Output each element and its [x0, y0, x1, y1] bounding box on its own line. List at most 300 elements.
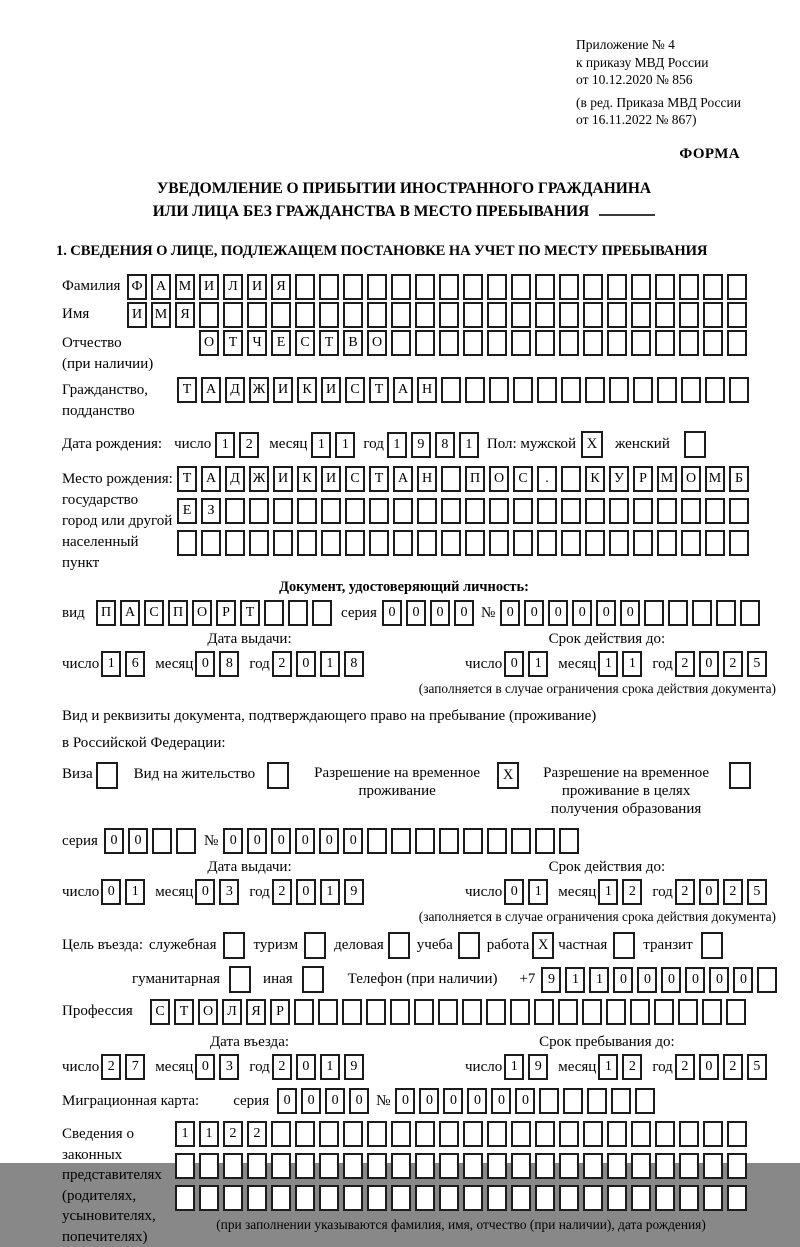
char-cell[interactable]: 0 [430, 600, 450, 626]
char-cell[interactable]: А [120, 600, 140, 626]
char-cell[interactable]: 7 [125, 1054, 145, 1080]
char-cell[interactable]: О [489, 466, 509, 492]
char-cell[interactable]: К [297, 466, 317, 492]
char-cell[interactable] [391, 1185, 411, 1211]
char-cell[interactable]: И [273, 377, 293, 403]
char-cell[interactable] [510, 999, 530, 1025]
char-cell[interactable]: 0 [223, 828, 243, 854]
char-cell[interactable]: 3 [219, 879, 239, 905]
char-cell[interactable] [393, 530, 413, 556]
char-cell[interactable] [199, 1185, 219, 1211]
char-cell[interactable] [559, 1153, 579, 1179]
char-cell[interactable]: 2 [223, 1121, 243, 1147]
char-cell[interactable] [703, 302, 723, 328]
char-cell[interactable]: Т [223, 330, 243, 356]
char-cell[interactable]: 0 [382, 600, 402, 626]
char-cell[interactable] [537, 498, 557, 524]
char-cell[interactable]: 0 [195, 879, 215, 905]
char-cell[interactable] [561, 377, 581, 403]
char-cell[interactable] [465, 530, 485, 556]
char-cell[interactable]: М [657, 466, 677, 492]
char-cell[interactable]: 0 [504, 651, 524, 677]
char-cell[interactable]: 2 [723, 879, 743, 905]
char-cell[interactable]: 1 [528, 651, 548, 677]
char-cell[interactable] [705, 377, 725, 403]
char-cell[interactable] [321, 530, 341, 556]
char-cell[interactable]: 0 [101, 879, 121, 905]
char-cell[interactable] [463, 1153, 483, 1179]
char-cell[interactable]: 1 [199, 1121, 219, 1147]
char-cell[interactable] [391, 1153, 411, 1179]
char-cell[interactable] [582, 999, 602, 1025]
char-cell[interactable] [176, 828, 196, 854]
char-cell[interactable]: О [192, 600, 212, 626]
char-cell[interactable]: З [201, 498, 221, 524]
char-cell[interactable]: О [199, 330, 219, 356]
char-cell[interactable] [439, 274, 459, 300]
char-cell[interactable] [487, 1185, 507, 1211]
char-cell[interactable] [439, 302, 459, 328]
char-cell[interactable] [511, 330, 531, 356]
char-cell[interactable]: 2 [622, 879, 642, 905]
char-cell[interactable] [264, 600, 284, 626]
char-cell[interactable] [439, 330, 459, 356]
char-cell[interactable]: И [321, 377, 341, 403]
char-cell[interactable] [225, 498, 245, 524]
char-cell[interactable] [703, 1153, 723, 1179]
char-cell[interactable] [391, 1121, 411, 1147]
char-cell[interactable]: Т [369, 466, 389, 492]
char-cell[interactable] [391, 330, 411, 356]
char-cell[interactable]: О [367, 330, 387, 356]
char-cell[interactable] [631, 1121, 651, 1147]
char-cell[interactable] [630, 999, 650, 1025]
char-cell[interactable] [727, 330, 747, 356]
char-cell[interactable]: 1 [622, 651, 642, 677]
char-cell[interactable] [295, 1153, 315, 1179]
char-cell[interactable]: 0 [524, 600, 544, 626]
char-cell[interactable]: О [681, 466, 701, 492]
char-cell[interactable]: 1 [504, 1054, 524, 1080]
char-cell[interactable] [679, 1121, 699, 1147]
char-cell[interactable]: 2 [272, 651, 292, 677]
char-cell[interactable] [511, 302, 531, 328]
char-cell[interactable] [609, 530, 629, 556]
char-cell[interactable]: Л [223, 274, 243, 300]
char-cell[interactable]: Н [417, 466, 437, 492]
char-cell[interactable] [175, 1185, 195, 1211]
char-cell[interactable] [319, 302, 339, 328]
char-cell[interactable]: 0 [709, 967, 729, 993]
char-cell[interactable]: Н [417, 377, 437, 403]
char-cell[interactable] [563, 1088, 583, 1114]
char-cell[interactable] [513, 530, 533, 556]
char-cell[interactable] [249, 530, 269, 556]
char-cell[interactable]: 0 [467, 1088, 487, 1114]
char-cell[interactable]: 1 [598, 879, 618, 905]
char-cell[interactable]: 1 [125, 879, 145, 905]
char-cell[interactable]: К [585, 466, 605, 492]
char-cell[interactable]: 8 [219, 651, 239, 677]
char-cell[interactable]: С [295, 330, 315, 356]
char-cell[interactable]: 9 [411, 432, 431, 458]
char-cell[interactable] [318, 999, 338, 1025]
char-cell[interactable]: И [127, 302, 147, 328]
char-cell[interactable] [606, 999, 626, 1025]
char-cell[interactable]: 0 [271, 828, 291, 854]
char-cell[interactable] [535, 1185, 555, 1211]
char-cell[interactable]: 1 [320, 1054, 340, 1080]
char-cell[interactable]: Т [319, 330, 339, 356]
char-cell[interactable]: 1 [598, 651, 618, 677]
char-cell[interactable] [587, 1088, 607, 1114]
char-cell[interactable] [727, 1121, 747, 1147]
char-cell[interactable]: 5 [747, 651, 767, 677]
char-cell[interactable] [535, 1121, 555, 1147]
char-cell[interactable] [343, 1185, 363, 1211]
char-cell[interactable]: 2 [723, 1054, 743, 1080]
char-cell[interactable]: М [151, 302, 171, 328]
char-cell[interactable]: 0 [699, 1054, 719, 1080]
char-cell[interactable] [271, 1185, 291, 1211]
char-cell[interactable]: 1 [311, 432, 331, 458]
char-cell[interactable] [295, 1185, 315, 1211]
char-cell[interactable]: 0 [395, 1088, 415, 1114]
char-cell[interactable] [415, 302, 435, 328]
char-cell[interactable] [288, 600, 308, 626]
char-cell[interactable]: 0 [572, 600, 592, 626]
char-cell[interactable] [273, 498, 293, 524]
char-cell[interactable] [367, 302, 387, 328]
char-cell[interactable]: 0 [128, 828, 148, 854]
char-cell[interactable]: 1 [459, 432, 479, 458]
char-cell[interactable] [199, 302, 219, 328]
char-cell[interactable] [631, 302, 651, 328]
char-cell[interactable]: Р [633, 466, 653, 492]
char-cell[interactable] [463, 828, 483, 854]
char-cell[interactable] [535, 330, 555, 356]
char-cell[interactable] [463, 1121, 483, 1147]
purpose-other-checkbox[interactable] [302, 966, 324, 993]
char-cell[interactable]: Д [225, 466, 245, 492]
char-cell[interactable]: 8 [435, 432, 455, 458]
purpose-humanitarian-checkbox[interactable] [229, 966, 251, 993]
char-cell[interactable]: 0 [500, 600, 520, 626]
char-cell[interactable] [679, 302, 699, 328]
char-cell[interactable]: . [537, 466, 557, 492]
char-cell[interactable]: С [144, 600, 164, 626]
char-cell[interactable] [391, 274, 411, 300]
char-cell[interactable] [294, 999, 314, 1025]
char-cell[interactable]: 1 [387, 432, 407, 458]
char-cell[interactable] [631, 274, 651, 300]
char-cell[interactable] [607, 302, 627, 328]
char-cell[interactable] [319, 274, 339, 300]
char-cell[interactable] [657, 498, 677, 524]
char-cell[interactable] [535, 1153, 555, 1179]
char-cell[interactable] [366, 999, 386, 1025]
char-cell[interactable]: Ж [249, 377, 269, 403]
char-cell[interactable] [513, 498, 533, 524]
char-cell[interactable]: 1 [320, 651, 340, 677]
char-cell[interactable] [726, 999, 746, 1025]
char-cell[interactable]: 2 [272, 1054, 292, 1080]
char-cell[interactable] [702, 999, 722, 1025]
char-cell[interactable] [415, 1153, 435, 1179]
char-cell[interactable] [705, 530, 725, 556]
char-cell[interactable] [727, 302, 747, 328]
char-cell[interactable]: Ж [249, 466, 269, 492]
char-cell[interactable]: 0 [104, 828, 124, 854]
char-cell[interactable]: 0 [343, 828, 363, 854]
char-cell[interactable]: Я [246, 999, 266, 1025]
char-cell[interactable]: 0 [699, 651, 719, 677]
char-cell[interactable] [465, 498, 485, 524]
char-cell[interactable] [681, 498, 701, 524]
char-cell[interactable]: 0 [295, 828, 315, 854]
char-cell[interactable] [559, 1121, 579, 1147]
char-cell[interactable]: 0 [515, 1088, 535, 1114]
char-cell[interactable] [487, 302, 507, 328]
char-cell[interactable]: 2 [272, 879, 292, 905]
visa-checkbox[interactable] [96, 762, 118, 789]
char-cell[interactable]: Б [729, 466, 749, 492]
char-cell[interactable] [345, 498, 365, 524]
char-cell[interactable] [487, 330, 507, 356]
char-cell[interactable]: К [297, 377, 317, 403]
char-cell[interactable]: 0 [296, 879, 316, 905]
char-cell[interactable]: А [201, 466, 221, 492]
char-cell[interactable] [679, 330, 699, 356]
char-cell[interactable] [631, 1153, 651, 1179]
char-cell[interactable] [367, 828, 387, 854]
char-cell[interactable]: 0 [195, 1054, 215, 1080]
char-cell[interactable]: Т [240, 600, 260, 626]
char-cell[interactable] [727, 1153, 747, 1179]
char-cell[interactable] [631, 330, 651, 356]
char-cell[interactable]: 0 [195, 651, 215, 677]
char-cell[interactable] [439, 828, 459, 854]
char-cell[interactable] [441, 466, 461, 492]
char-cell[interactable] [585, 498, 605, 524]
char-cell[interactable]: У [609, 466, 629, 492]
char-cell[interactable] [511, 828, 531, 854]
char-cell[interactable] [539, 1088, 559, 1114]
char-cell[interactable] [657, 530, 677, 556]
char-cell[interactable] [319, 1121, 339, 1147]
char-cell[interactable] [439, 1185, 459, 1211]
char-cell[interactable]: 5 [747, 1054, 767, 1080]
char-cell[interactable]: Ч [247, 330, 267, 356]
char-cell[interactable] [609, 498, 629, 524]
char-cell[interactable] [415, 274, 435, 300]
char-cell[interactable] [319, 1185, 339, 1211]
char-cell[interactable] [609, 377, 629, 403]
char-cell[interactable] [345, 530, 365, 556]
char-cell[interactable] [633, 498, 653, 524]
char-cell[interactable] [655, 1121, 675, 1147]
char-cell[interactable]: И [273, 466, 293, 492]
char-cell[interactable]: 0 [454, 600, 474, 626]
char-cell[interactable]: Т [177, 377, 197, 403]
char-cell[interactable] [439, 1121, 459, 1147]
char-cell[interactable] [367, 1185, 387, 1211]
char-cell[interactable] [681, 377, 701, 403]
char-cell[interactable] [727, 274, 747, 300]
char-cell[interactable] [633, 530, 653, 556]
char-cell[interactable]: 0 [325, 1088, 345, 1114]
char-cell[interactable]: 2 [675, 1054, 695, 1080]
char-cell[interactable] [535, 274, 555, 300]
purpose-private-checkbox[interactable] [613, 932, 635, 959]
char-cell[interactable]: 0 [277, 1088, 297, 1114]
char-cell[interactable] [367, 274, 387, 300]
char-cell[interactable] [487, 274, 507, 300]
char-cell[interactable] [486, 999, 506, 1025]
char-cell[interactable] [633, 377, 653, 403]
char-cell[interactable] [655, 1185, 675, 1211]
purpose-tourism-checkbox[interactable] [304, 932, 326, 959]
char-cell[interactable] [513, 377, 533, 403]
char-cell[interactable]: О [198, 999, 218, 1025]
char-cell[interactable] [297, 530, 317, 556]
char-cell[interactable] [393, 498, 413, 524]
char-cell[interactable]: 1 [598, 1054, 618, 1080]
char-cell[interactable] [511, 274, 531, 300]
char-cell[interactable]: 5 [747, 879, 767, 905]
char-cell[interactable] [679, 274, 699, 300]
char-cell[interactable] [441, 530, 461, 556]
char-cell[interactable]: Я [271, 274, 291, 300]
char-cell[interactable] [607, 1185, 627, 1211]
char-cell[interactable] [681, 530, 701, 556]
char-cell[interactable]: 1 [335, 432, 355, 458]
char-cell[interactable] [716, 600, 736, 626]
char-cell[interactable] [223, 302, 243, 328]
char-cell[interactable]: 0 [301, 1088, 321, 1114]
char-cell[interactable]: 2 [723, 651, 743, 677]
char-cell[interactable] [583, 302, 603, 328]
char-cell[interactable]: 0 [247, 828, 267, 854]
char-cell[interactable] [312, 600, 332, 626]
char-cell[interactable]: Е [271, 330, 291, 356]
char-cell[interactable] [271, 1121, 291, 1147]
char-cell[interactable] [199, 1153, 219, 1179]
char-cell[interactable] [247, 302, 267, 328]
char-cell[interactable] [559, 828, 579, 854]
char-cell[interactable] [668, 600, 688, 626]
char-cell[interactable] [367, 1121, 387, 1147]
char-cell[interactable]: 1 [320, 879, 340, 905]
char-cell[interactable]: 1 [589, 967, 609, 993]
char-cell[interactable] [489, 377, 509, 403]
char-cell[interactable]: 0 [661, 967, 681, 993]
char-cell[interactable]: Л [222, 999, 242, 1025]
char-cell[interactable]: 0 [443, 1088, 463, 1114]
char-cell[interactable]: 0 [491, 1088, 511, 1114]
char-cell[interactable]: 0 [319, 828, 339, 854]
char-cell[interactable] [223, 1185, 243, 1211]
char-cell[interactable]: 3 [219, 1054, 239, 1080]
sex-female-checkbox[interactable] [684, 431, 706, 458]
char-cell[interactable] [729, 377, 749, 403]
char-cell[interactable] [607, 274, 627, 300]
char-cell[interactable] [534, 999, 554, 1025]
char-cell[interactable] [703, 1185, 723, 1211]
char-cell[interactable]: 0 [637, 967, 657, 993]
char-cell[interactable]: 0 [548, 600, 568, 626]
char-cell[interactable] [583, 1185, 603, 1211]
char-cell[interactable] [678, 999, 698, 1025]
char-cell[interactable] [390, 999, 410, 1025]
char-cell[interactable]: 0 [406, 600, 426, 626]
char-cell[interactable] [391, 302, 411, 328]
char-cell[interactable]: Я [175, 302, 195, 328]
char-cell[interactable] [343, 302, 363, 328]
char-cell[interactable] [583, 330, 603, 356]
char-cell[interactable] [705, 498, 725, 524]
purpose-business-checkbox[interactable] [388, 932, 410, 959]
char-cell[interactable] [489, 498, 509, 524]
purpose-transit-checkbox[interactable] [701, 932, 723, 959]
char-cell[interactable]: 8 [344, 651, 364, 677]
purpose-work-checkbox[interactable]: X [532, 932, 554, 959]
char-cell[interactable] [585, 377, 605, 403]
char-cell[interactable] [561, 530, 581, 556]
char-cell[interactable] [757, 967, 777, 993]
char-cell[interactable]: 9 [344, 879, 364, 905]
char-cell[interactable] [679, 1153, 699, 1179]
char-cell[interactable] [465, 377, 485, 403]
char-cell[interactable] [225, 530, 245, 556]
char-cell[interactable] [655, 330, 675, 356]
char-cell[interactable] [558, 999, 578, 1025]
char-cell[interactable]: Р [216, 600, 236, 626]
char-cell[interactable] [559, 330, 579, 356]
char-cell[interactable] [635, 1088, 655, 1114]
char-cell[interactable]: Т [174, 999, 194, 1025]
char-cell[interactable] [655, 302, 675, 328]
char-cell[interactable] [537, 530, 557, 556]
char-cell[interactable] [295, 1121, 315, 1147]
char-cell[interactable] [487, 1153, 507, 1179]
char-cell[interactable] [295, 302, 315, 328]
char-cell[interactable]: А [201, 377, 221, 403]
temp-residence-education-checkbox[interactable] [729, 762, 751, 789]
char-cell[interactable]: 0 [699, 879, 719, 905]
char-cell[interactable] [152, 828, 172, 854]
char-cell[interactable]: Е [177, 498, 197, 524]
char-cell[interactable] [489, 530, 509, 556]
char-cell[interactable]: П [96, 600, 116, 626]
char-cell[interactable] [703, 330, 723, 356]
char-cell[interactable]: Т [369, 377, 389, 403]
char-cell[interactable] [441, 377, 461, 403]
char-cell[interactable] [391, 828, 411, 854]
char-cell[interactable] [177, 530, 197, 556]
char-cell[interactable] [729, 530, 749, 556]
char-cell[interactable]: 2 [101, 1054, 121, 1080]
char-cell[interactable] [727, 1185, 747, 1211]
char-cell[interactable] [583, 274, 603, 300]
char-cell[interactable]: Т [177, 466, 197, 492]
char-cell[interactable] [417, 530, 437, 556]
char-cell[interactable] [585, 530, 605, 556]
char-cell[interactable] [319, 1153, 339, 1179]
char-cell[interactable] [343, 1153, 363, 1179]
char-cell[interactable]: С [513, 466, 533, 492]
char-cell[interactable] [175, 1153, 195, 1179]
